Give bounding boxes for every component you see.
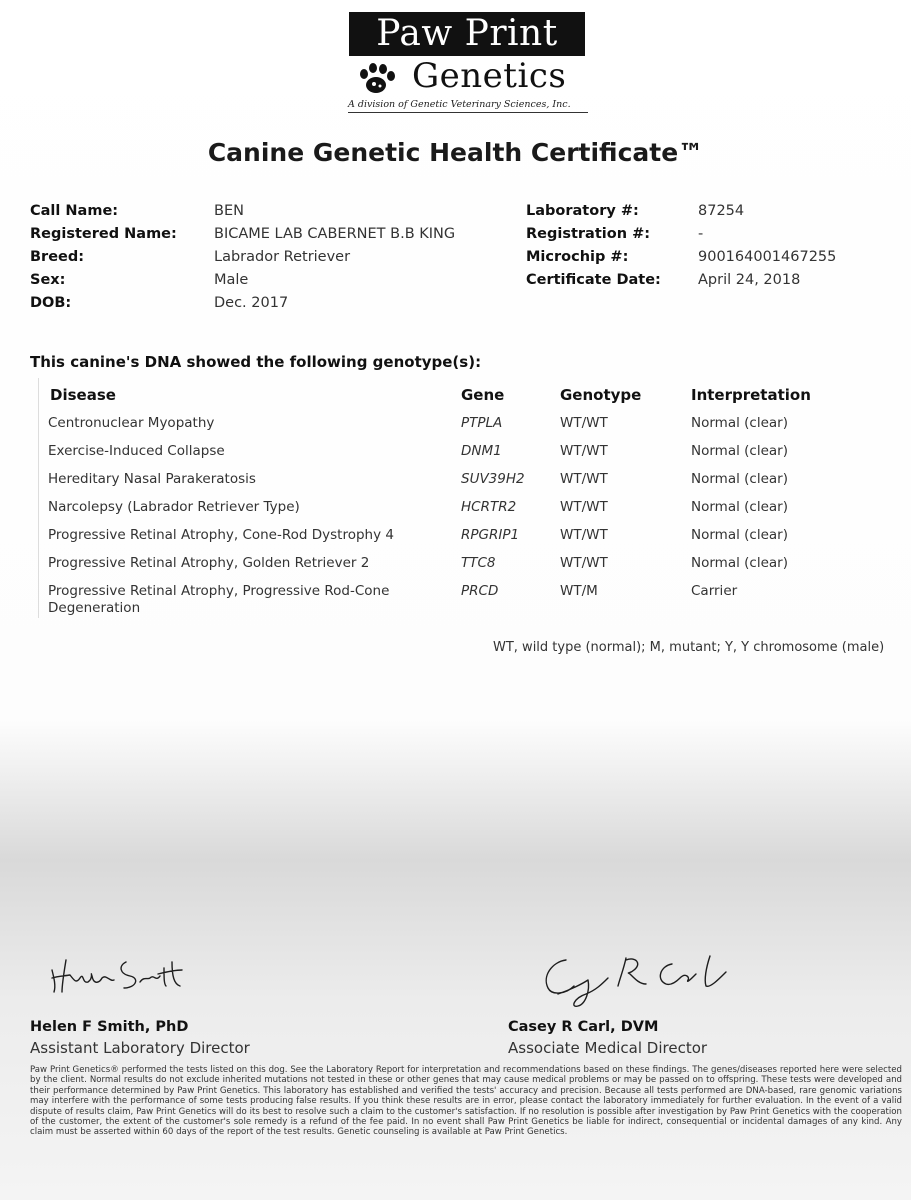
- dob-label: DOB:: [30, 295, 72, 311]
- right-signatory-title: Associate Medical Director: [508, 1039, 708, 1057]
- disease-cell: Centronuclear Myopathy: [48, 415, 215, 431]
- disease-cell: Progressive Retinal Atrophy, Golden Retriever 2: [48, 555, 370, 571]
- disease-cell: Hereditary Nasal Parakeratosis: [48, 471, 256, 487]
- gene-cell: PTPLA: [461, 415, 503, 431]
- logo-division-text: A division of Genetic Veterinary Sciences, Inc.: [348, 99, 571, 110]
- genotype-cell: WT/WT: [560, 415, 608, 431]
- left-signatory-title: Assistant Laboratory Director: [30, 1039, 250, 1057]
- interpretation-cell: Normal (clear): [691, 471, 788, 487]
- gene-cell: SUV39H2: [461, 471, 525, 487]
- genotype-cell: WT/M: [560, 583, 598, 599]
- laboratory-label: Laboratory #:: [526, 203, 639, 219]
- casey-carl-signature: [530, 950, 750, 1010]
- disease-cell: Exercise-Induced Collapse: [48, 443, 225, 459]
- genotype-cell: WT/WT: [560, 527, 608, 543]
- genotype-cell: WT/WT: [560, 555, 608, 571]
- genotype-cell: WT/WT: [560, 471, 608, 487]
- col-header-disease: Disease: [50, 386, 116, 404]
- table-border: [38, 378, 45, 618]
- registration-label: Registration #:: [526, 226, 651, 242]
- breed-value: Labrador Retriever: [214, 249, 351, 265]
- laboratory-value: 87254: [698, 203, 745, 219]
- interpretation-cell: Carrier: [691, 583, 738, 599]
- legal-disclaimer: Paw Print Genetics® performed the tests listed on this dog. See the Laboratory Report for interpretation and recommendations based on these findings. The genes/diseases reported here were selected by the client. Normal results do not exclude inherited mutations not tested in these or other genes that may cause medical problems or may be passed on to offspring. These tests were developed and their performance determined by Paw Print Genetics. This laboratory has established and verified the tests' accuracy and precision. Because all tests performed are DNA-based, rare genomic variations may interfere with the performance of some tests producing false results. If you think these results are in error, please contact the laboratory immediately for further evaluation. In the event of a valid dispute of results claim, Paw Print Genetics will do its best to resolve such a claim to the customer's satisfaction. If no resolution is possible after investigation by Paw Print Genetics with the cooperation of the customer, the extent of the customer's sole remedy is a refund of the fee paid. In no event shall Paw Print Genetics be liable for indirect, consequential or incidental damages of any kind. Any claim must be asserted within 60 days of the report of the test results. Genetic counseling is available at Paw Print Genetics.: [30, 1065, 902, 1138]
- logo-underline: [348, 112, 588, 113]
- gene-cell: DNM1: [461, 443, 502, 459]
- certificate-date-label: Certificate Date:: [526, 272, 661, 288]
- helen-smith-signature: [40, 948, 200, 998]
- call-name-value: BEN: [214, 203, 244, 219]
- logo-wordmark: Paw Print: [349, 12, 585, 56]
- gene-cell: RPGRIP1: [461, 527, 520, 543]
- interpretation-cell: Normal (clear): [691, 555, 788, 571]
- disease-cell: Progressive Retinal Atrophy, Progressive Rod-Cone: [48, 583, 390, 599]
- gene-cell: PRCD: [461, 583, 499, 599]
- microchip-label: Microchip #:: [526, 249, 629, 265]
- left-signatory-name: Helen F Smith, PhD: [30, 1019, 189, 1035]
- certificate-title: Canine Genetic Health Certificate™: [207, 138, 704, 167]
- interpretation-cell: Normal (clear): [691, 443, 788, 459]
- interpretation-cell: Normal (clear): [691, 527, 788, 543]
- breed-label: Breed:: [30, 249, 85, 265]
- interpretation-cell: Normal (clear): [691, 415, 788, 431]
- gene-cell: TTC8: [461, 555, 496, 571]
- genotype-legend-footnote: WT, wild type (normal); M, mutant; Y, Y chromosome (male): [493, 640, 885, 655]
- col-header-genotype: Genotype: [560, 386, 642, 404]
- col-header-interpretation: Interpretation: [691, 386, 811, 404]
- sex-label: Sex:: [30, 272, 66, 288]
- right-signatory-name: Casey R Carl, DVM: [508, 1019, 659, 1035]
- sex-value: Male: [214, 272, 249, 288]
- paw-print-icon: [352, 60, 404, 98]
- disease-cell: Progressive Retinal Atrophy, Cone-Rod Dystrophy 4: [48, 527, 394, 543]
- call-name-label: Call Name:: [30, 203, 119, 219]
- disease-cell-continued: Degeneration: [48, 600, 141, 616]
- disease-cell: Narcolepsy (Labrador Retriever Type): [48, 499, 300, 515]
- gene-cell: HCRTR2: [461, 499, 517, 515]
- interpretation-cell: Normal (clear): [691, 499, 788, 515]
- genotype-cell: WT/WT: [560, 443, 608, 459]
- certificate-date-value: April 24, 2018: [698, 272, 801, 288]
- registered-name-label: Registered Name:: [30, 226, 177, 242]
- registered-name-value: BICAME LAB CABERNET B.B KING: [214, 226, 456, 242]
- logo-genetics-text: Genetics: [412, 56, 567, 96]
- microchip-value: 900164001467255: [698, 249, 837, 265]
- genotype-cell: WT/WT: [560, 499, 608, 515]
- dob-value: Dec. 2017: [214, 295, 289, 311]
- results-heading: This canine's DNA showed the following genotype(s):: [30, 353, 482, 371]
- col-header-gene: Gene: [461, 386, 505, 404]
- registration-value: -: [698, 226, 704, 242]
